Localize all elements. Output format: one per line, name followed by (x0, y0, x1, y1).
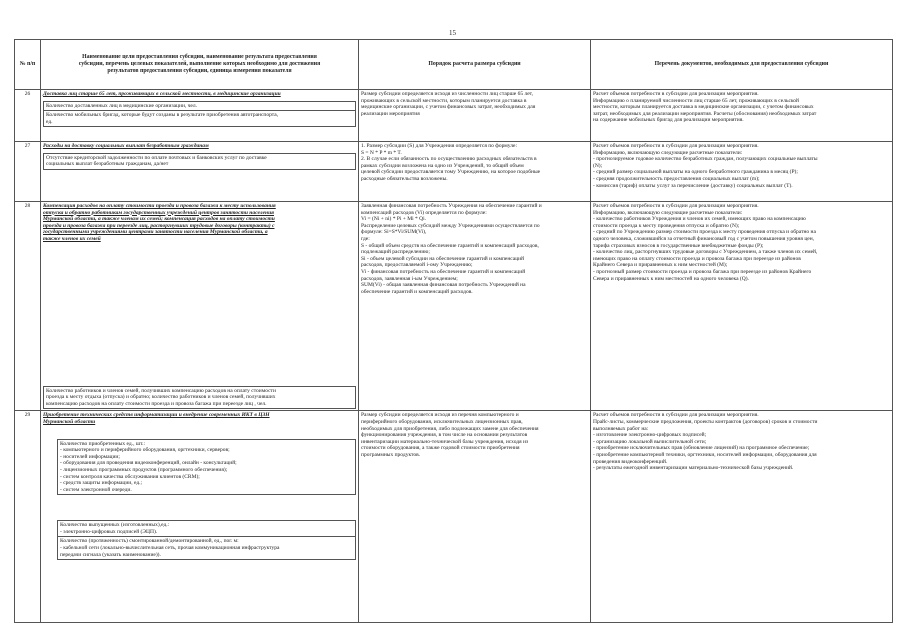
indicator-box: Количество мобильных бригад, которые будут созданы в результате приобретения автотранспорта, ед. (43, 111, 356, 127)
subsidy-table (14, 39, 893, 623)
header-docs: Перечень документов, необходимых для предоставления субсидии (591, 40, 893, 90)
header-calc: Порядок расчета размера субсидии (359, 40, 591, 90)
calc-cell: 1. Размер субсидии (S) для Учреждения определяется по формуле: S = N * P * m * T. 2. В случае если обязанность по осуществлению расходных обязательств в рамках субсидии возложена на одно из Учреждений, то общий объем целевой субсидии предоставляется тому Учреждению, на которое подобные расходные обязательства возложены. (359, 142, 591, 202)
indicator-box: Количество доставленных лиц в медицинские организации, чел. (43, 101, 356, 112)
calc-cell: Размер субсидии определяется исходя из численности лиц старше 65 лет, проживающих в сельской местности, которым планируется доставка в медицинские организации, с учетом финансовых затрат, необходимых для реализации мероприятия (359, 90, 591, 142)
docs-cell: Расчет объемов потребности в субсидии для реализации мероприятия. Информацию о планируемой численности лиц старше 65 лет, проживающих в сельской местности, которым планируется доставка в медицинские организации, с учетом финансовых затрат, необходимых для реализации мероприятия. Расчеты (обоснования) необходимых затрат на содержание мобильных бригад для реализации мероприятия. (591, 90, 893, 142)
table-row (15, 411, 893, 623)
header-num: № п/п (15, 40, 41, 90)
indicator-box: Количество работников и членов семей, получивших компенсацию расходов на оплату стоимости проезда к месту отдыха (отпуска) и обратно; количество работников и членов семей, получивших компенсацию расходов на оплату стоимости проезда и провоза багажа при переезде лиц , чел. (43, 386, 356, 410)
calc-cell: Размер субсидии определяется исходя из перечня компьютерного и периферийного оборудования, исключительных лицензионных прав, необходимых для приобретения, либо подлежащих замене для обеспечения функционирования учреждения, в том числе на основании результатов инвентаризации материально-технической базы учреждения, исходя из стоимости оборудования, а также годовой стоимости приобретения программных продуктов. (359, 411, 591, 623)
goal-cell: Приобретение технических средств информатизации и внедрение современных ИКТ в ЦЗН Мурманской области Количество приобретенных ед., шт.: - компьютерного и периферийного оборудования, оргтехники, серверов; - носителей информации; - оборудования для проведения видеоконференций, онлайн - консультаций; - лицензионных программных продуктов (программного обеспечения); - систем контроля качества обслуживания клиентов (CRM); - средств защиты информации, ед.; - систем электронной очереди. Количество выпущенных (изготовленных),ед.: - электронно-цифровых подписей (ЭЦП). Количество (протяженность) смонтированной/демонтированной, ед., пог. м: - кабельной сети (локально-вычислительная сеть, прочая коммуникационная инфраструктура передачи сигнала (указать наименование)). (41, 411, 359, 623)
indicator-box: Количество приобретенных ед., шт.: - компьютерного и периферийного оборудования, оргтехники, серверов; - носителей информации; - оборудования для проведения видеоконференций, онлайн - консультаций; - лицензионных программных продуктов (программного обеспечения); - систем контроля качества обслуживания клиентов (CRM); - средств защиты информации, ед.; - систем электронной очереди. (57, 439, 356, 496)
docs-cell: Расчет объемов потребности в субсидии для реализации мероприятия. Информацию, включающую следующие расчетные показатели: - количество работников Учреждения и членов их семей, имеющих право на компенсацию стоимости проезда к месту проведения отпуска и обратно (N); - средний по Учреждению размер стоимости проезда к месту проведения отпуска и обратно на одного человека, сложившийся за отчетный финансовый год с учетом повышения уровня цен, тарифа страховых взносов в государственные внебюджетные фонды (P); - количество лиц, расторгнувших трудовые договоры с Учреждением, а также членов их семей, имеющих право на оплату стоимости проезда и провоза багажа при переезде из районов Крайнего Севера и приравненных к ним местностей (M); - прогнозный размер стоимости проезда и провоза багажа при переезде из районов Крайнего Севера и приравненных к ним местностей на одного человека (Q). (591, 202, 893, 411)
docs-cell: Расчет объемов потребности в субсидии для реализации мероприятия. Информацию, включающую следующие расчетные показатели: - прогнозируемое годовое количество безработных граждан, получающих социальные выплаты (N); - средний размер социальной выплаты на одного безработного гражданина в месяц (P); - средняя продолжительность предоставления социальных выплат (m); - комиссия (тариф) оплаты услуг за перечисление (доставку) социальных выплат (T). (591, 142, 893, 202)
docs-cell: Расчет объемов потребности в субсидии для реализации мероприятия. Прайс-листы, коммерческие предложения, проекты контрактов (договоров) сроков и стоимости выполняемых работ на: - изготовление электронно-цифровых подписей; - организацию локальной вычислительной сети; - приобретение исключительных прав (обновление лицензий) на программное обеспечение; - приобретение компьютерной техники, оргтехники, носителей информации, оборудования для проведения видеоконференций. - результаты ежегодной инвентаризации материально-технической базы учреждений. (591, 411, 893, 623)
row-number: 27 (15, 142, 41, 202)
indicator-box: Количество (протяженность) смонтированной/демонтированной, ед., пог. м: - кабельной сети (локально-вычислительная сеть, прочая коммуникационная инфраструктура передачи сигнала (указать наименование)). (57, 537, 356, 560)
row-number: 26 (15, 90, 41, 142)
page-number: 15 (449, 29, 456, 37)
goal-title: Приобретение технических средств информатизации и внедрение современных ИКТ в ЦЗН (43, 412, 270, 419)
goal-title: Расходы на доставку социальных выплат безработным гражданам (43, 143, 209, 149)
calc-cell: Заявленная финансовая потребность Учреждения на обеспечение гарантий и компенсаций расходов (Vi) определяется по формуле: Vi = (Ni + ni) * Pi + Mi * Qi. Распределение целевых субсидий между Учреждениями осуществляется по формуле: Si=S*Vi/SUM(Vi), где: S - общий объем средств на обеспечение гарантий и компенсаций расходов, подлежащий распределению; Si - объем целевой субсидии на обеспечение гарантий и компенсаций расходов, предоставляемой i-ому Учреждению; Vi - финансовая потребность на обеспечение гарантий и компенсаций расходов, заявленная i-ым Учреждением; SUM(Vi) - общая заявленная финансовая потребность Учреждений на обеспечение гарантий и компенсаций расходов. (359, 202, 591, 411)
goal-cell (41, 142, 359, 202)
table-row (15, 202, 893, 411)
indicator-box: Количество выпущенных (изготовленных),ед.: - электронно-цифровых подписей (ЭЦП). (57, 520, 356, 537)
goal-cell (41, 90, 359, 142)
row-number: 29 (15, 411, 41, 623)
table-header (15, 40, 893, 90)
goal-title: Компенсация расходов на оплату стоимости проезда и провоза багажа к месту использования (43, 203, 276, 209)
header-goal: Наименование цели предоставления субсидии, наименование результата предоставления субсидии, перечень целевых показателей, выполнение которых необходимо для достижения результатов предоставления субсидии, единица измерения показателя (41, 40, 359, 90)
goal-cell: Компенсация расходов на оплату стоимости проезда и провоза багажа к месту использования отпуска и обратно работникам государственных учреждений центров занятости населения Мурманской области, а также членам их семей; компенсация расходов на оплату стоимости проезда и провоза багажа при переезде лиц, расторгнувших трудовые договоры (контракты) с государственными учреждениями центрами занятости населения Мурманской области, а также членов их семей Количество работников и членов семей, получивших компенсацию расходов на оплату стоимости проезда к месту отдыха (отпуска) и обратно; количество работников и членов семей, получивших компенсацию расходов на оплату стоимости проезда и провоза багажа при переезде лиц , чел. (41, 202, 359, 411)
indicator-box: Отсутствие кредиторской задолженности по оплате почтовых и банковских услуг по доставке социальных выплат безработным гражданам, да/нет (43, 153, 356, 170)
goal-title: Доставка лиц старше 65 лет, проживающих в сельской местности, в медицинские организации (43, 91, 281, 97)
table-row (15, 142, 893, 202)
row-number: 28 (15, 202, 41, 411)
table-row (15, 90, 893, 142)
